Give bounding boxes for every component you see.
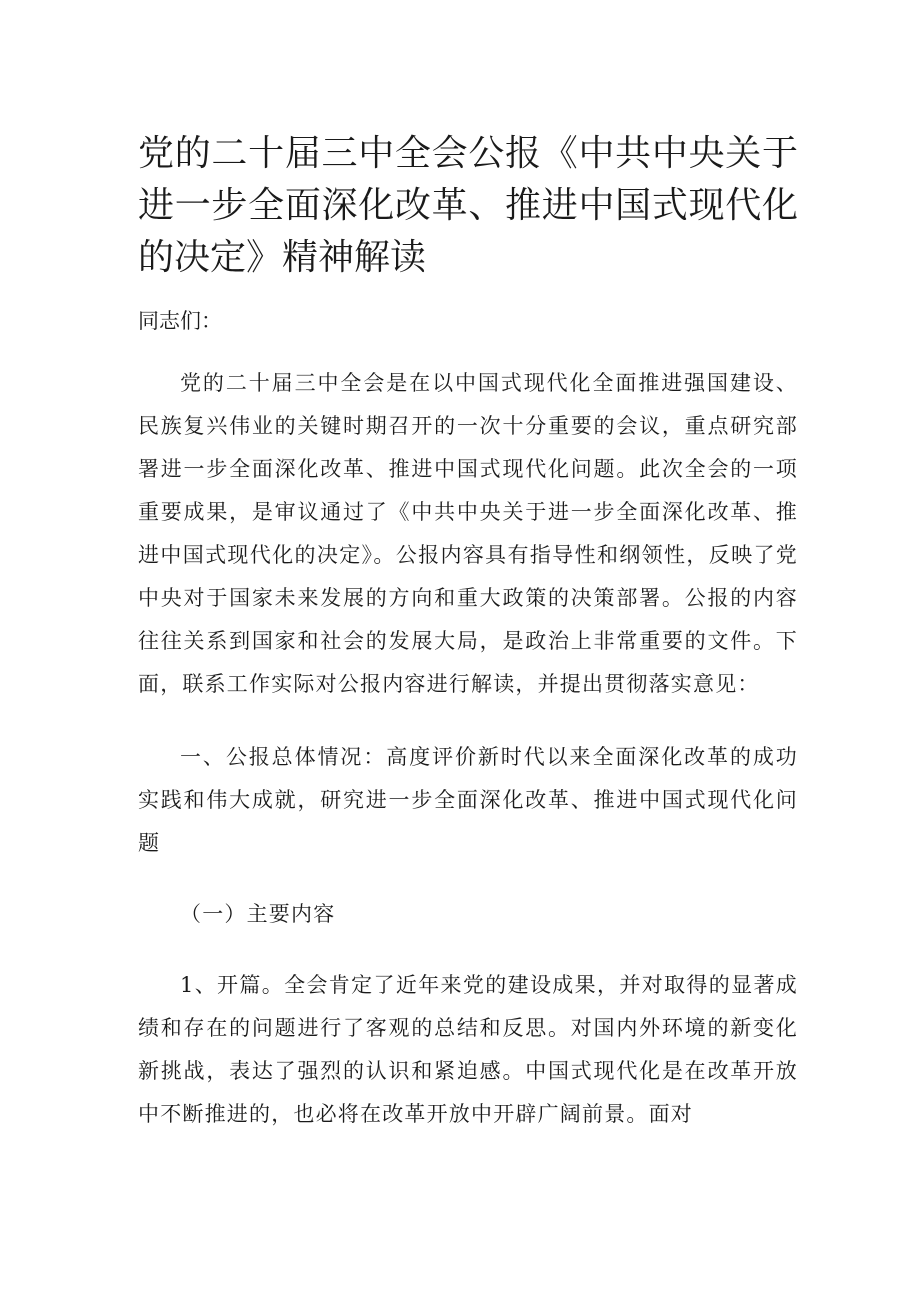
section-heading-1: 一、公报总体情况：高度评价新时代以来全面深化改革的成功实践和伟大成就，研究进一步全面深化改革、推进中国式现代化问题: [138, 745, 798, 855]
subsection-heading-main-content: （一）主要内容: [180, 902, 336, 926]
document-page: [138, 128, 798, 1136]
salutation: 同志们：: [138, 309, 222, 333]
document-title: 党的二十届三中全会公报《中共中央关于进一步全面深化改革、推进中国式现代化的决定》精神解读: [138, 133, 798, 278]
paragraph-item-1: 1、开篇。全会肯定了近年来党的建设成果，并对取得的显著成绩和存在的问题进行了客观的总结和反思。对国内外环境的新变化新挑战，表达了强烈的认识和紧迫感。中国式现代化是在改革开放中不断推进的，也必将在改革开放中开辟广阔前景。面对: [138, 973, 798, 1126]
paragraph-intro: 党的二十届三中全会是在以中国式现代化全面推进强国建设、民族复兴伟业的关键时期召开的一次十分重要的会议，重点研究部署进一步全面深化改革、推进中国式现代化问题。此次全会的一项重要成果，是审议通过了《中共中央关于进一步全面深化改革、推进中国式现代化的决定》。公报内容具有指导性和纲领性，反映了党中央对于国家未来发展的方向和重大政策的决策部署。公报的内容往往关系到国家和社会的发展大局，是政治上非常重要的文件。下面，联系工作实际对公报内容进行解读，并提出贯彻落实意见：: [138, 371, 798, 696]
